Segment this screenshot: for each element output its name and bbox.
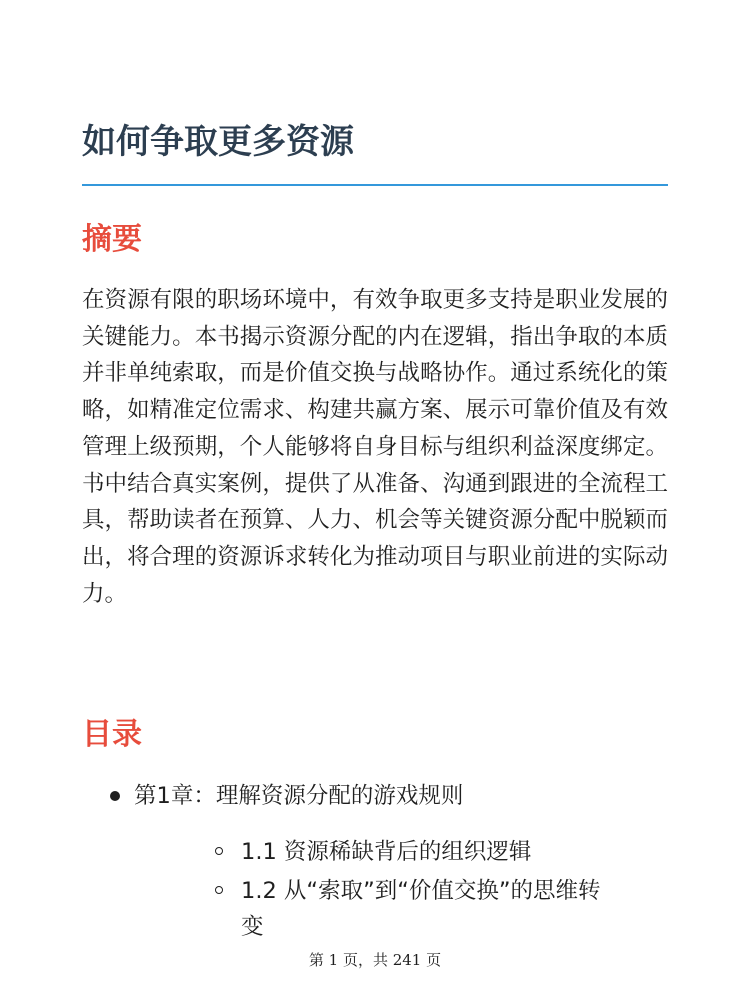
abstract-heading: 摘要 xyxy=(82,222,142,257)
title-divider xyxy=(82,184,668,186)
toc-chapter-1-sections xyxy=(134,834,668,945)
abstract-paragraph: 在资源有限的职场环境中，有效争取更多支持是职业发展的关键能力。本书揭示资源分配的内在逻辑，指出争取的本质并非单纯索取，而是价值交换与战略协作。通过系统化的策略，如精准定位需求、构建共赢方案、展示可靠价值及有效管理上级预期，个人能够将自身目标与组织利益深度绑定。书中结合真实案例，提供了从准备、沟通到跟进的全流程工具，帮助读者在预算、人力、机会等关键资源分配中脱颖而出，将合理的资源诉求转化为推动项目与职业前进的实际动力。 xyxy=(82,287,668,607)
toc-chapter-label: 第1章：理解资源分配的游戏规则 xyxy=(134,783,464,809)
table-of-contents xyxy=(82,778,668,948)
toc-section-label: 1.1 资源稀缺背后的组织逻辑 xyxy=(241,839,532,865)
hollow-bullet-icon xyxy=(215,886,223,894)
filled-bullet-icon xyxy=(110,791,120,801)
toc-section-1-2[interactable] xyxy=(134,873,621,945)
toc-section-1-1[interactable] xyxy=(134,834,621,870)
hollow-bullet-icon xyxy=(215,847,223,855)
page-footer: 第 1 页，共 241 页 xyxy=(308,951,442,969)
document-title: 如何争取更多资源 xyxy=(82,122,354,162)
toc-heading: 目录 xyxy=(82,717,142,752)
toc-section-label: 1.2 从“索取”到“价值交换”的思维转变 xyxy=(241,878,601,940)
toc-chapter-1[interactable] xyxy=(82,778,668,945)
